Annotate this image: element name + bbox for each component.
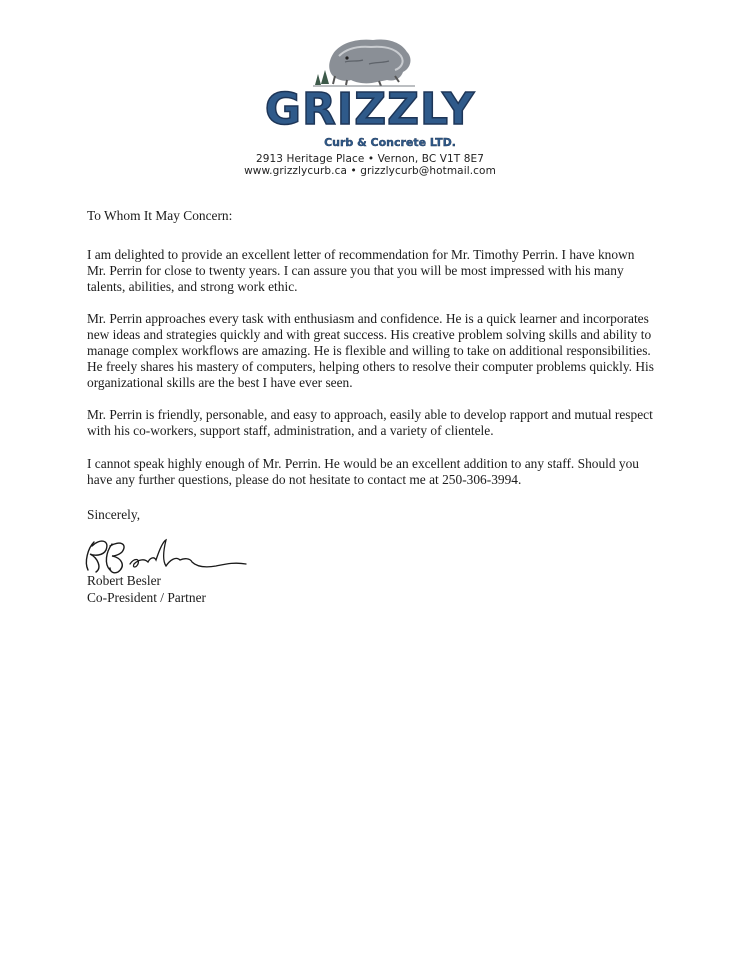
letterhead bbox=[0, 0, 740, 185]
company-address: 2913 Heritage Place • Vernon, BC V1T 8E7 bbox=[255, 153, 485, 165]
salutation: To Whom It May Concern: bbox=[87, 208, 233, 223]
company-logo bbox=[255, 32, 485, 154]
paragraph-1: I am delighted to provide an excellent letter of recommendation for Mr. Timothy Perrin. I have known Mr. Perrin for close to twenty years. I can assure you that you will be most impressed with his many talents, abilities, and strong work ethic. bbox=[87, 247, 635, 294]
logo-subtitle: Curb & Concrete LTD. bbox=[324, 136, 456, 149]
signer-name: Robert Besler bbox=[87, 573, 162, 588]
paragraph-2: Mr. Perrin approaches every task with enthusiasm and confidence. He is a quick learner and incorporates new ideas and strategies quickly and with great success. His creative problem solving skills and ability to manage complex workflows are amazing. He is flexible and willing to take on additional responsibilities. He freely shares his mastery of computers, helping others to resolve their computer problems quickly. His organizational skills are the best I have ever seen. bbox=[87, 311, 654, 390]
signer-title: Co-President / Partner bbox=[87, 590, 207, 605]
closing: Sincerely, bbox=[87, 507, 141, 522]
paragraph-4: I cannot speak highly enough of Mr. Perrin. He would be an excellent addition to any staff. Should you have any further questions, please do not hesitate to contact me at 250-306-3994. bbox=[87, 456, 640, 487]
paragraph-3: Mr. Perrin is friendly, personable, and easy to approach, easily able to develop rapport and mutual respect with his co-workers, support staff, administration, and a variety of clientele. bbox=[87, 407, 653, 438]
logo-wordmark: GRIZZLY bbox=[264, 84, 476, 135]
handwritten-signature bbox=[76, 528, 276, 578]
grizzly-bear-icon bbox=[313, 40, 415, 87]
company-web-email: www.grizzlycurb.ca • grizzlycurb@hotmail.com bbox=[244, 165, 496, 177]
